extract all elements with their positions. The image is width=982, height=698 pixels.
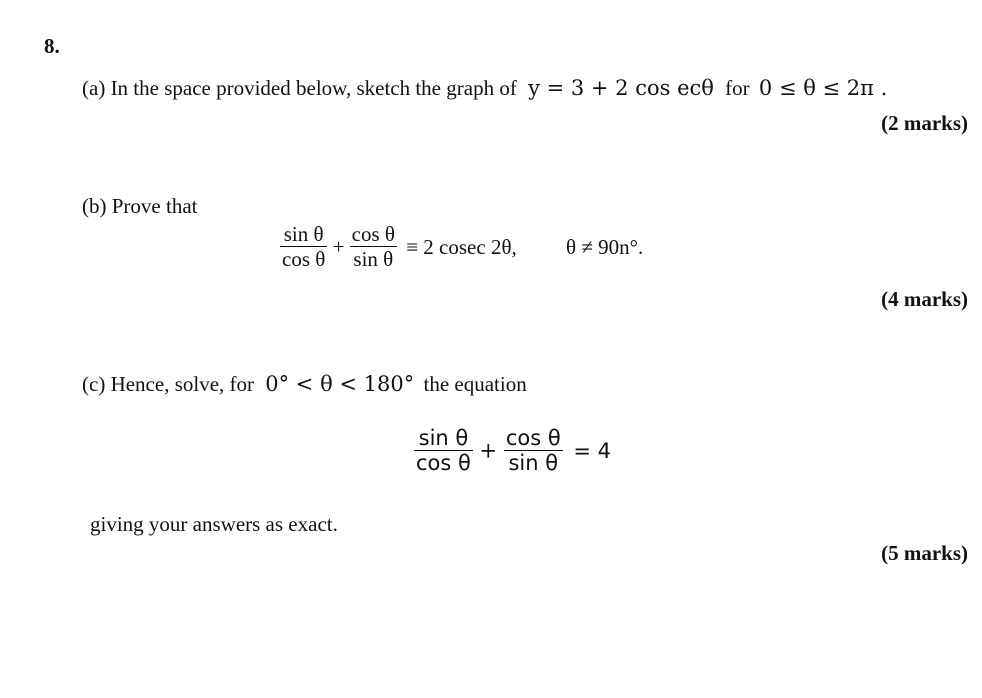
part-b-text: Prove that <box>111 194 198 218</box>
part-b-frac1-numerator: sin θ <box>280 222 327 247</box>
part-c-rhs: = 4 <box>573 438 612 463</box>
part-c-equation <box>414 426 611 475</box>
part-b-frac1-denominator: cos θ <box>282 247 326 271</box>
part-a-for: for <box>725 76 750 100</box>
part-b-plus: + <box>332 234 345 259</box>
part-b-fraction-2 <box>350 222 397 271</box>
part-b-label: (b) <box>82 194 107 218</box>
question-number: 8. <box>44 34 60 58</box>
part-b-line <box>82 194 197 218</box>
part-c-line <box>82 372 527 396</box>
part-c-fraction-2 <box>504 426 563 475</box>
part-c-frac2-denominator: sin θ <box>508 451 559 475</box>
part-a-label: (a) <box>82 76 106 100</box>
part-a-text: In the space provided below, sketch the graph of <box>110 76 517 100</box>
part-c-frac2-numerator: cos θ <box>505 426 561 450</box>
part-c-text-after: the equation <box>423 372 527 396</box>
part-a-line <box>82 76 887 100</box>
part-b-identity <box>280 222 643 271</box>
part-c-giving: giving your answers as exact. <box>90 512 338 536</box>
part-c-frac1-denominator: cos θ <box>416 451 471 475</box>
part-c-frac1-numerator: sin θ <box>414 426 473 451</box>
part-a-range: 0 ≤ θ ≤ 2π . <box>758 76 888 100</box>
part-b-frac2-numerator: cos θ <box>351 222 395 246</box>
part-b-frac2-denominator: sin θ <box>353 247 394 271</box>
part-c-fraction-1 <box>414 426 473 475</box>
part-c-range: 0° < θ < 180° <box>265 372 415 396</box>
part-a-marks: (2 marks) <box>881 111 968 135</box>
part-b-rhs: ≡ 2 cosec 2θ, <box>406 234 517 259</box>
part-b-marks: (4 marks) <box>881 287 968 311</box>
part-c-label: (c) <box>82 372 106 396</box>
part-b-fraction-1 <box>280 222 327 271</box>
part-c-plus: + <box>479 438 498 463</box>
part-c-text-before: Hence, solve, for <box>110 372 255 396</box>
part-a-equation: y = 3 + 2 cos ecθ <box>528 76 714 100</box>
part-c-marks: (5 marks) <box>881 541 968 565</box>
part-b-condition: θ ≠ 90n°. <box>566 234 644 259</box>
